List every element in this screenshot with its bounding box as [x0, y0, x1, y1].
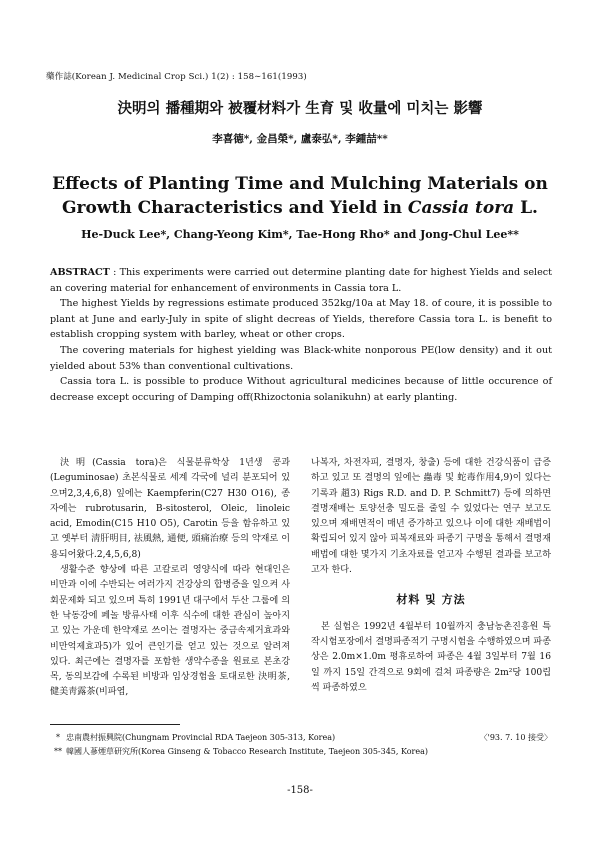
footnote-affiliation-2	[50, 746, 552, 758]
footnote-marker-2: **	[54, 747, 62, 756]
footnote-text-2: 韓國人蔘煙草研究所(Korea Ginseng & Tobacco Research Institute, Taejeon 305-345, Korea)	[66, 747, 428, 756]
abstract-label: ABSTRACT	[50, 267, 110, 278]
english-authors: He-Duck Lee*, Chang-Yeong Kim*, Tae-Hong Rho* and Jong-Chul Lee**	[81, 228, 519, 241]
abstract-paragraph-4: Cassia tora L. is possible to produce Without agricultural medicines because of little occurence of decrease except occuring of Damping off(Rhizoctonia solanikuhn) at early planting.	[50, 376, 552, 403]
abstract-paragraph-2: The highest Yields by regressions estimate produced 352kg/10a at May 18. of coure, it is possible to plant at June and early-July in spite of slight decreas of Yields, therefore Cassia tora L. is benefit to establish cropping system with barley, wheat or other crops.	[50, 298, 552, 341]
footnote-divider	[50, 724, 180, 725]
abstract-paragraph-1	[50, 265, 552, 296]
section-heading-materials-methods: 材料 및 方法	[396, 593, 466, 607]
abstract-text-1: : This experiments were carried out determine planting date for highest Yields and select an covering material for enhancement of environments in Cassia tora L.	[50, 267, 552, 294]
footnote-marker-1: *	[56, 733, 60, 742]
received-date: 〈'93. 7. 10 接受〉	[479, 733, 552, 742]
english-title	[0, 172, 600, 220]
footnote-affiliation-1	[50, 732, 552, 744]
english-title-species: Cassia tora	[407, 198, 515, 218]
journal-citation: 藥作誌(Korean J. Medicinal Crop Sci.) 1(2) : 158∼161(1993)	[46, 72, 307, 82]
methods-paragraph-1: 본 실험은 1992년 4월부터 10월까지 충남농촌진흥원 특작시험포장에서 결명파종적기 구명시험을 수행하였으며 파종상은 2.0m×1.0m 평휴로하여 파종은 4월 3일부터 7월 16일 까지 15일 간격으로 9회에 걸쳐 파종량은 2m²당 100립씩 파종하였으	[311, 621, 551, 693]
korean-authors: 李喜德*, 金昌榮*, 盧泰弘*, 李鍾喆**	[212, 133, 388, 145]
english-title-end: L.	[514, 198, 538, 218]
introduction-paragraph-2: 생활수준 향상에 따른 고칼로리 영양식에 따라 현대인은 비만과 이에 수반되는 여러가지 건강상의 합병증을 일으켜 사회문제화 되고 있으며 특히 1991년 대구에서 두산 그룹에 의한 낙동강에 페놀 방류사태 이후 식수에 대한 관심이 높아지고 있는 가운데 한약재로 쓰이는 결명자는 중금속제거효과와 비만억제효과5)가 있어 큰인기를 얻고 있는 것으로 알려져 있다. 최근에는 결명자를 포함한 생약수종을 원료로 본초강목, 동의보감에 수록된 비방과 임상경험을 토대로한 決明茶, 健美靑露茶(비파엽,	[50, 565, 290, 698]
english-title-line1: Effects of Planting Time and Mulching Materials on	[52, 174, 548, 194]
introduction-paragraph-1: 決明(Cassia tora)은 식물분류학상 1년생 콩과(Leguminosae) 초본식물로 세계 각국에 널리 분포되어 있으며2,3,4,6,8) 잎에는 Kaempferin(C27 H30 O16), 종자에는 rubrotusarin, B-sitosterol, Oleic, linoleic acid, Emodin(C15 H10 O5), Carotin 등을 함유하고 있고 옛부터 淸肝明目, 祛風熱, 通便, 頭痛治療 등의 약재로 이용되어왔다.2,4,5,6,8)	[50, 458, 290, 560]
footnote-text-1: 忠南農村振興院(Chungnam Provincial RDA Taejeon 305-313, Korea)	[66, 733, 336, 742]
page-number: -158-	[287, 785, 313, 796]
body-right-column	[311, 456, 551, 696]
korean-title: 決明의 播種期와 被覆材料가 生育 및 收量에 미치는 影響	[117, 100, 483, 117]
english-title-line2-text: Growth Characteristics and Yield in	[62, 198, 402, 218]
body-left-column	[50, 456, 290, 701]
abstract	[50, 265, 552, 405]
abstract-paragraph-3: The covering materials for highest yielding was Black-white nonporous PE(low density) and it out yielded about 53% than conventional cultivations.	[50, 344, 552, 372]
introduction-paragraph-continued: 나복자, 차전자피, 결명자, 창출) 등에 대한 건강식품이 급증하고 있고 또 결명의 잎에는 蟲毒 및 蛇毒作用4,9)이 있다는 기록과 趙3) Rigs R.D. and D. P. Schmitt7) 등에 의하면 결명재배는 토양선충 밀도를 줄일 수 있었다는 연구 보고도 있으며 재배면적이 매년 증가하고 있으나 이에 대한 재배법이 확립되어 있지 않아 피복재료와 파종기 구명을 통해서 결명재배법에 대한 몇가지 기초자료를 얻고자 수행된 결과를 보고하고자 한다.	[311, 458, 551, 576]
english-title-line2	[0, 196, 600, 220]
